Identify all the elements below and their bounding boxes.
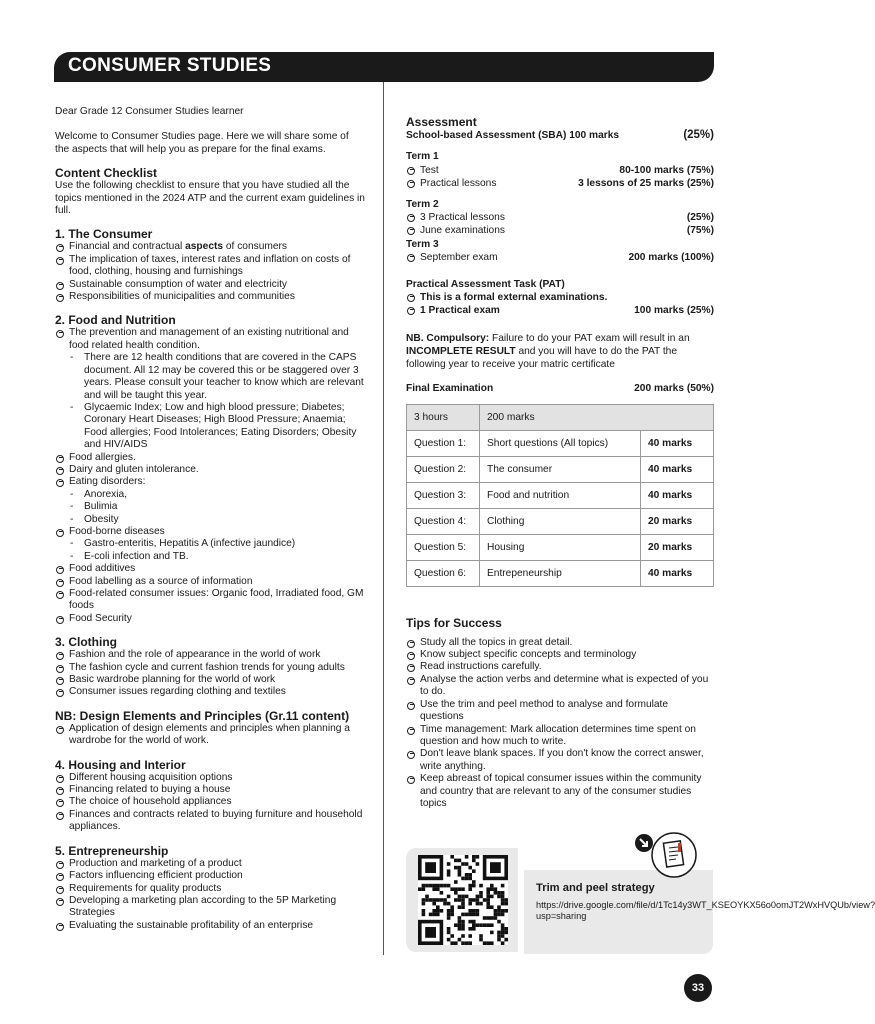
table-cell: Question 4:	[407, 509, 480, 535]
term-3-heading: Term 3	[406, 238, 439, 250]
text: Bulimia	[84, 501, 118, 513]
page-number: 33	[684, 974, 712, 1002]
list-item: The prevention and management of an existing nutritional and food related health condition.	[55, 327, 365, 352]
document-icon	[650, 831, 698, 879]
section-housing-heading: 4. Housing and Interior	[55, 757, 186, 772]
sba-row	[406, 129, 714, 142]
list-item: Don't leave blank spaces. If you don't know the correct answer, write anything.	[406, 748, 714, 773]
table-row	[407, 509, 714, 535]
table-cell: Question 6:	[407, 561, 480, 587]
qr-code-panel	[406, 848, 518, 952]
qr-code-icon[interactable]	[418, 855, 508, 945]
text: E-coli infection and TB.	[84, 550, 189, 562]
table-cell: The consumer	[480, 457, 641, 483]
list-item: Basic wardrobe planning for the world of work	[55, 674, 365, 686]
table-cell: 40 marks	[641, 483, 714, 509]
list-item: Different housing acquisition options	[55, 772, 365, 784]
sub-item: - Gastro-enteritis, Hepatitis A (infective jaundice)	[70, 538, 296, 550]
text: Obesity	[84, 513, 119, 525]
list-item: Food-borne diseases	[55, 526, 365, 538]
table-row	[407, 431, 714, 457]
text: June examinations	[420, 225, 505, 237]
exam-table	[406, 404, 714, 587]
sba-percent: (25%)	[683, 129, 714, 142]
table-cell: 40 marks	[641, 561, 714, 587]
list-item: This is a formal external examinations.	[406, 291, 714, 304]
marks: 3 lessons of 25 marks (25%)	[578, 177, 714, 189]
tips-heading: Tips for Success	[406, 616, 502, 631]
table-row	[407, 457, 714, 483]
table-cell: 20 marks	[641, 535, 714, 561]
list-item: Use the trim and peel method to analyse and formulate questions	[406, 699, 714, 724]
list-item: Sustainable consumption of water and electricity	[55, 279, 365, 291]
list-item: The implication of taxes, interest rates and inflation on costs of food, clothing, housing and furnishings	[55, 254, 365, 279]
list-item: Eating disorders:	[55, 476, 365, 488]
text: of consumers	[223, 241, 288, 253]
list-item: Food Security	[55, 613, 365, 625]
final-marks: 200 marks (50%)	[634, 383, 714, 395]
list-item: Application of design elements and principles when planning a wardrobe for the world of work.	[55, 723, 365, 748]
list-item	[55, 241, 365, 253]
sub-item: - Anorexia,	[70, 488, 128, 500]
text: 3 Practical lessons	[420, 212, 505, 224]
marks: 100 marks (25%)	[634, 305, 714, 317]
list-item: Requirements for quality products	[55, 883, 365, 895]
table-header-cell: 200 marks	[480, 405, 714, 431]
strategy-link-panel	[524, 870, 875, 954]
checklist-heading: Content Checklist	[55, 166, 158, 181]
nb-label: NB. Compulsory:	[406, 332, 490, 344]
table-cell: Question 1:	[407, 431, 480, 457]
section-food-heading: 2. Food and Nutrition	[55, 313, 176, 328]
list-item: Read instructions carefully.	[406, 661, 714, 673]
assessment-heading: Assessment	[406, 115, 477, 129]
list-item: Know subject specific concepts and terminology	[406, 649, 714, 661]
section-consumer-heading: 1. The Consumer	[55, 227, 153, 242]
list-item: Study all the topics in great detail.	[406, 637, 714, 649]
text: Gastro-enteritis, Hepatitis A (infective jaundice)	[84, 538, 296, 550]
sub-item: - E-coli infection and TB.	[70, 550, 189, 562]
sba-label: School-based Assessment (SBA) 100 marks	[406, 130, 620, 142]
table-cell: 20 marks	[641, 509, 714, 535]
text: Anorexia,	[84, 488, 128, 500]
sub-item: - Obesity	[70, 513, 119, 525]
marks: 200 marks (100%)	[628, 251, 714, 263]
term-1-heading: Term 1	[406, 151, 439, 163]
intro: Welcome to Consumer Studies page. Here we will share some of the aspects that will help you as prepare for the final exams.	[55, 131, 349, 155]
term-2-heading: Term 2	[406, 199, 439, 211]
table-cell: 40 marks	[641, 457, 714, 483]
table-cell: Question 2:	[407, 457, 480, 483]
list-item: Analyse the action verbs and determine what is expected of you to do.	[406, 674, 714, 699]
text: Test	[420, 164, 439, 176]
text: There are 12 health conditions that are covered in the CAPS document. All 12 may be covered this or be staggered over 3 years. Please consult your teacher to know which are relevant and will be taught this year.	[84, 352, 364, 401]
pat-heading: Practical Assessment Task (PAT)	[406, 279, 565, 291]
checklist-text: Use the following checklist to ensure that you have studied all the topics mentioned in the 2024 ATP and the current exam guidelines in full.	[55, 180, 365, 217]
tips-list	[406, 637, 714, 811]
list-item	[406, 304, 714, 317]
list-item: Responsibilities of municipalities and communities	[55, 291, 365, 303]
table-row	[407, 535, 714, 561]
list-item	[406, 164, 714, 177]
title-banner	[54, 52, 714, 82]
list-item: Financing related to buying a house	[55, 784, 365, 796]
table-row	[407, 561, 714, 587]
strategy-title: Trim and peel strategy	[536, 882, 655, 894]
sub-item: - Glycaemic Index; Low and high blood pressure; Diabetes; Coronary Heart Diseases; High Blood Pressure; Anaemia; Food allergies; Food Intolerances; Eating Disorders; Obesity and HIV/AIDS	[70, 401, 357, 451]
table-row	[407, 483, 714, 509]
strategy-link[interactable]: https://drive.google.com/file/d/1Tc14y3WT_KSEOYKX56o0omJT2WxHVQUb/view?usp=sharing	[536, 900, 875, 922]
list-item: Evaluating the sustainable profitability of an enterprise	[55, 920, 365, 932]
table-header-cell: 3 hours	[407, 405, 480, 431]
list-item: Food additives	[55, 563, 365, 575]
table-cell: Clothing	[480, 509, 641, 535]
section-clothing-heading: 3. Clothing	[55, 635, 117, 650]
text: Practical lessons	[420, 177, 497, 189]
list-item: Production and marketing of a product	[55, 858, 365, 870]
list-item: Fashion and the role of appearance in the world of work	[55, 649, 365, 661]
nb-compulsory	[406, 332, 714, 372]
list-item: Keep abreast of topical consumer issues within the community and country that are relevant to any of the consumer studies topics	[406, 773, 714, 810]
final-exam-row	[406, 382, 714, 395]
list-item: Food labelling as a source of information	[55, 576, 365, 588]
list-item: Factors influencing efficient production	[55, 870, 365, 882]
list-item	[406, 211, 714, 224]
list-item: Dairy and gluten intolerance.	[55, 464, 365, 476]
text-bold: aspects	[185, 241, 224, 253]
text: September exam	[420, 251, 498, 263]
table-header-row	[407, 405, 714, 431]
table-cell: Entrepeneurship	[480, 561, 641, 587]
list-item	[406, 177, 714, 190]
table-cell: Housing	[480, 535, 641, 561]
final-label: Final Examination	[406, 383, 494, 395]
sub-item: - There are 12 health conditions that are covered in the CAPS document. All 12 may be covered this or be staggered over 3 years. Please consult your teacher to know which are relevant and will be taught this year.	[70, 352, 364, 401]
right-column	[406, 116, 714, 810]
list-item: Food-related consumer issues: Organic food, Irradiated food, GM foods	[55, 588, 365, 613]
list-item: Consumer issues regarding clothing and textiles	[55, 686, 365, 698]
table-cell: Short questions (All topics)	[480, 431, 641, 457]
text: Financial and contractual	[69, 241, 186, 253]
text: 1 Practical exam	[420, 305, 500, 317]
list-item: Developing a marketing plan according to the 5P Marketing Strategies	[55, 895, 365, 920]
greeting: Dear Grade 12 Consumer Studies learner	[55, 106, 244, 117]
marks: 80-100 marks (75%)	[619, 164, 714, 176]
left-column	[55, 106, 365, 932]
list-item: The choice of household appliances	[55, 796, 365, 808]
text: and you will have to do the PAT the following year to receive your matric certificate	[406, 345, 678, 371]
list-item	[406, 251, 714, 264]
table-cell: 40 marks	[641, 431, 714, 457]
text-bold: INCOMPLETE RESULT	[406, 345, 516, 357]
page-title: CONSUMER STUDIES	[68, 55, 272, 76]
table-cell: Food and nutrition	[480, 483, 641, 509]
column-divider	[383, 82, 384, 955]
table-cell: Question 5:	[407, 535, 480, 561]
table-cell: Question 3:	[407, 483, 480, 509]
list-item: Food allergies.	[55, 452, 365, 464]
section-entrepreneurship-heading: 5. Entrepreneurship	[55, 843, 169, 858]
marks: (75%)	[686, 225, 714, 237]
section-design-heading: NB: Design Elements and Principles (Gr.11 content)	[55, 708, 350, 723]
list-item: Time management: Mark allocation determines time spent on question and how much to write.	[406, 724, 714, 749]
list-item: Finances and contracts related to buying furniture and household appliances.	[55, 809, 365, 834]
sub-item: - Bulimia	[70, 501, 118, 513]
list-item	[406, 224, 714, 237]
text: Glycaemic Index; Low and high blood pressure; Diabetes; Coronary Heart Diseases; High Blood Pressure; Anaemia; Food allergies; Food Intolerances; Eating Disorders; Obesity and HIV/AIDS	[84, 401, 357, 451]
list-item: The fashion cycle and current fashion trends for young adults	[55, 662, 365, 674]
text: Failure to do your PAT exam will result in an	[489, 332, 690, 344]
marks: (25%)	[686, 212, 714, 224]
